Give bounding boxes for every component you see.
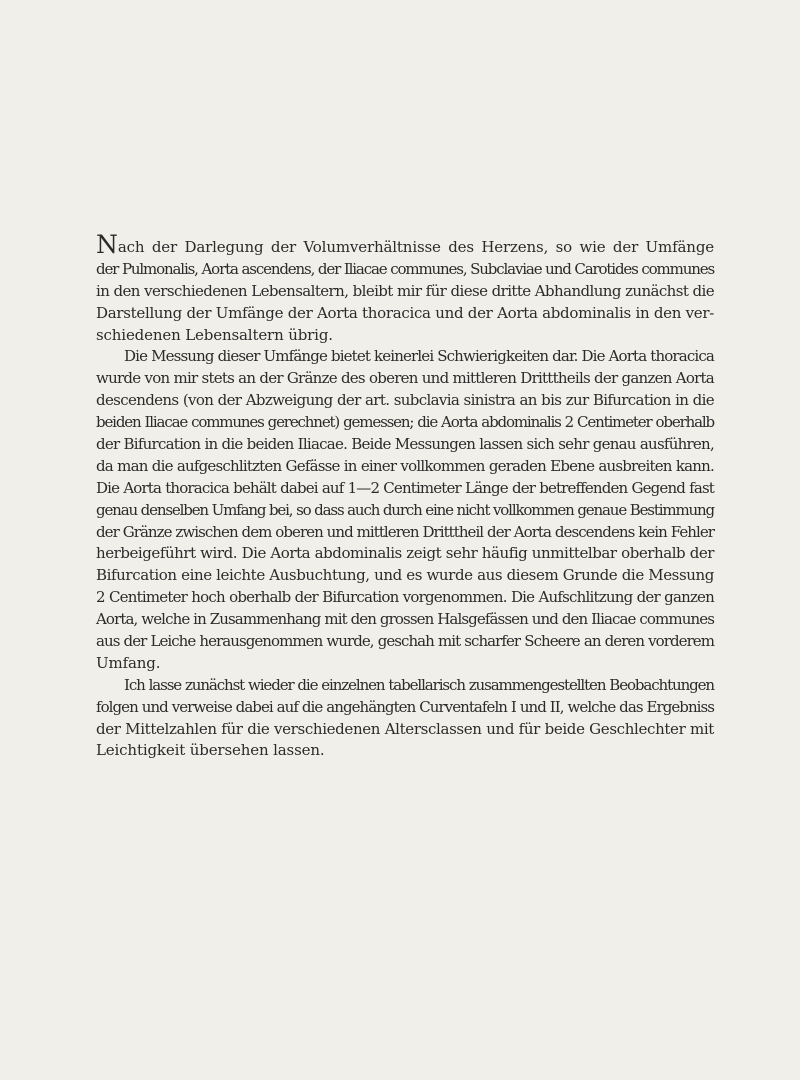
text-line: wurde von mir stets an der Gränze des oberen und mittleren Dritttheils der ganzen Aorta: [96, 369, 714, 388]
text-line: Darstellung der Umfänge der Aorta thoracica und der Aorta abdominalis in den ver-: [96, 303, 714, 322]
text-line: aus der Leiche herausgenommen wurde, geschah mit scharfer Scheere an deren vorderem: [96, 632, 714, 651]
text-line: beiden Iliacae communes gerechnet) gemessen; die Aorta abdominalis 2 Centimeter oberhalb: [96, 413, 714, 432]
text-line: Die Messung dieser Umfänge bietet keinerlei Schwierigkeiten dar. Die Aorta thoracica: [124, 347, 714, 366]
text-line: der Bifurcation in die beiden Iliacae. Beide Messungen lassen sich sehr genau ausführen,: [96, 435, 714, 454]
text-line: da man die aufgeschlitzten Gefässe in einer vollkommen geraden Ebene ausbreiten kann.: [96, 456, 714, 475]
text-line: herbeigeführt wird. Die Aorta abdominalis zeigt sehr häufig unmittelbar oberhalb der: [96, 544, 714, 563]
text-line: in den verschiedenen Lebensaltern, bleibt mir für diese dritte Abhandlung zunächst die: [96, 281, 714, 300]
paragraph-3: [96, 675, 714, 763]
text-line: Leichtigkeit übersehen lassen.: [96, 741, 325, 760]
text-line: Aorta, welche in Zusammenhang mit den grossen Halsgefässen und den Iliacae communes: [96, 610, 714, 629]
text-line: 2 Centimeter hoch oberhalb der Bifurcation vorgenommen. Die Aufschlitzung der ganzen: [96, 588, 714, 607]
text-line: Ich lasse zunächst wieder die einzelnen tabellarisch zusammengestellten Beobachtungen: [124, 675, 714, 694]
paragraph-1: [96, 230, 714, 346]
text-line: schiedenen Lebensaltern übrig.: [96, 325, 333, 344]
text-line: Die Aorta thoracica behält dabei auf 1—2 Centimeter Länge der betreffenden Gegend fast: [96, 478, 714, 497]
text-line: der Gränze zwischen dem oberen und mittleren Dritttheil der Aorta descendens kein Fehler: [96, 522, 714, 541]
text-line: der Pulmonalis, Aorta ascendens, der Iliacae communes, Subclaviae und Carotides communes: [96, 259, 714, 278]
body-text: [96, 230, 714, 762]
drop-cap: N: [96, 230, 118, 259]
text-line: Umfang.: [96, 653, 161, 672]
text-line: Nach der Darlegung der Volumverhältnisse des Herzens, so wie der Umfänge: [96, 230, 714, 259]
paragraph-2: [96, 346, 714, 674]
text-line: folgen und verweise dabei auf die angehängten Curventafeln I und II, welche das Ergebniss: [96, 697, 714, 716]
text-line: descendens (von der Abzweigung der art. subclavia sinistra an bis zur Bifurcation in die: [96, 391, 714, 410]
text-line: der Mittelzahlen für die verschiedenen Altersclassen und für beide Geschlechter mit: [96, 719, 714, 738]
text-line: genau denselben Umfang bei, so dass auch durch eine nicht vollkommen genaue Bestimmung: [96, 500, 714, 519]
text-line: Bifurcation eine leichte Ausbuchtung, und es wurde aus diesem Grunde die Messung: [96, 566, 714, 585]
